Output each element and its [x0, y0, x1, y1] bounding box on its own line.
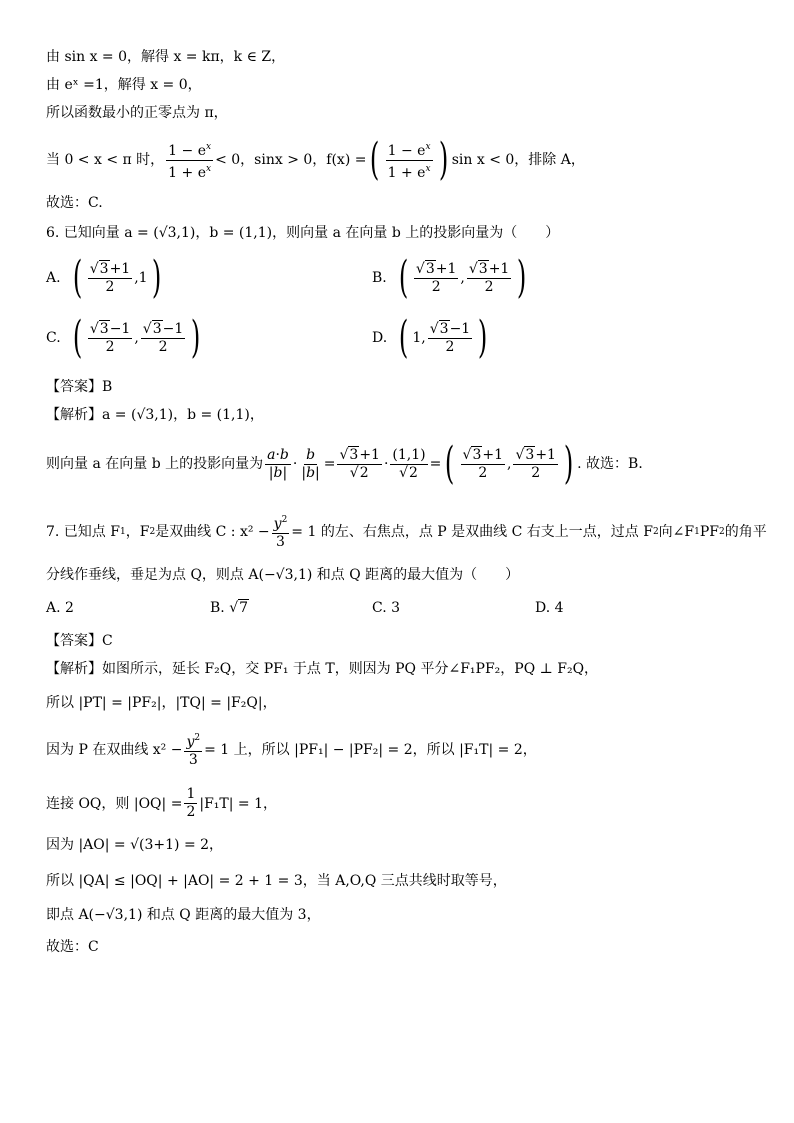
projection-fraction-3: $\frac{√3+1}{√2}$: [339, 446, 380, 481]
q7-option-a: A. 2: [46, 600, 74, 616]
analysis-3-fraction: $\frac{y^2}{3}$: [184, 730, 202, 769]
analysis-4-fraction: $\frac{1}{2}$: [186, 786, 196, 820]
projection-suffix: . 故选：B．: [577, 456, 653, 472]
q7-analysis-line-1: 【解析】如图所示，延长 F₂Q，交 PF₁ 于点 T，则因为 PQ 平分∠F₁PF₂，PQ ⊥ F₂Q，: [46, 661, 599, 677]
q7-option-d: D. 4: [535, 600, 564, 616]
fraction-numerator: 1 − e: [168, 142, 206, 159]
q7-answer: 【答案】C: [46, 633, 113, 649]
projection-result: ( $\frac{√3+1}{2}$ , $\frac{√3+1}{2}$ ): [445, 438, 574, 489]
q6-answer: 【答案】B: [46, 379, 113, 395]
q6-option-d: D. ( 1, $\frac{√3-1}{2}$ ): [372, 312, 488, 363]
solution-line-5: 故选：C.: [46, 195, 103, 211]
q7-fraction: $\frac{y^2}{3}$: [272, 512, 290, 551]
question-7-line-1: 7. 已知点 F 1 ，F 2 是双曲线 C : x² − $\frac{y^2}{3}$ = 1 的左、右焦点，点 P 是双曲线 C 右支上一点，过点 F 2 向∠F 1 PF 2 的角平: [46, 512, 767, 551]
option-label: D.: [372, 330, 388, 346]
analysis-4-prefix: 连接 OQ，则 |OQ| =: [46, 795, 183, 812]
option-label: C.: [46, 330, 61, 346]
option-label: B.: [372, 270, 387, 286]
fraction-numerator-2: 1 − e: [387, 142, 426, 159]
solution-line-2: 由 eˣ =1，解得 x = 0，: [46, 77, 202, 93]
q7-text-b: ，F: [125, 523, 150, 540]
q7-text-a: 7. 已知点 F: [46, 523, 120, 540]
projection-prefix: 则向量 a 在向量 b 上的投影向量为: [46, 456, 264, 472]
q7-text-e: 向∠F: [658, 523, 695, 540]
q7-text-f: PF: [699, 523, 719, 540]
option-label: A.: [46, 270, 61, 286]
option-label: B.: [210, 600, 225, 616]
q7-option-b: B. √7: [210, 600, 249, 616]
q6-analysis-line-1: 【解析】a = (√3,1)，b = (1,1)，: [46, 407, 264, 423]
question-6: 6. 已知向量 a = (√3,1)，b = (1,1)，则向量 a 在向量 b 上的投影向量为（ ）: [46, 225, 560, 241]
q7-analysis-line-7: 即点 A(−√3,1) 和点 Q 距离的最大值为 3，: [46, 907, 321, 923]
fraction-denominator: 1 + e: [168, 164, 206, 181]
q6-option-c: C. ( $\frac{√3-1}{2}$ , $\frac{√3-1}{2}$ ): [46, 312, 201, 363]
q7-analysis-line-3: [46, 730, 537, 769]
analysis-3-suffix: = 1 上，所以 |PF₁| − |PF₂| = 2，所以 |F₁T| = 2，: [204, 741, 537, 758]
q6-analysis-line-2: 则向量 a 在向量 b 上的投影向量为 $\frac{a\cdot b}{|b|}$ · $\frac{b}{|b|}$ = $\frac{√3+1}{√2}$ · $\frac{(1,1)}{√2}$ = ( $\frac{√3+1}{2}$ , $\frac{√3+1}{2}$ ) . 故选：B．: [46, 438, 653, 489]
question-7-line-2: 分线作垂线，垂足为点 Q，则点 A(−√3,1) 和点 Q 距离的最大值为（ ）: [46, 567, 520, 583]
q7-analysis-line-2: 所以 |PT| = |PF₂|，|TQ| = |F₂Q|，: [46, 695, 277, 711]
q6-option-a: A. ( $\frac{√3+1}{2}$ ,1 ): [46, 252, 161, 303]
option-b-value: 7: [239, 600, 249, 616]
projection-fraction-2: $\frac{b}{|b|}$: [301, 446, 320, 481]
fraction-denominator-2: 1 + e: [387, 164, 426, 181]
solution-line-4: [46, 134, 585, 185]
projection-fraction-1: $\frac{a\cdot b}{|b|}$: [267, 446, 289, 481]
solution-line-1: 由 sin x = 0，解得 x = kπ，k ∈ Z，: [46, 49, 286, 65]
q7-analysis-line-8: 故选：C: [46, 939, 99, 955]
line4-middle: < 0，sinx > 0，f(x) =: [215, 152, 367, 168]
q7-text-d: = 1 的左、右焦点，点 P 是双曲线 C 右支上一点，过点 F: [291, 523, 653, 540]
analysis-3-prefix: 因为 P 在双曲线 x² −: [46, 741, 183, 758]
q7-text-c: 是双曲线 C : x² −: [155, 523, 270, 540]
q7-option-c: C. 3: [372, 600, 401, 616]
q7-analysis-line-4: [46, 786, 277, 821]
q7-analysis-line-5: 因为 |AO| = √(3+1) = 2，: [46, 837, 224, 853]
q6-option-b: B. ( $\frac{√3+1}{2}$ , $\frac{√3+1}{2}$ ): [372, 252, 527, 303]
line4-suffix: sin x < 0，排除 A，: [451, 152, 585, 168]
line4-prefix: 当 0 < x < π 时，: [46, 152, 165, 168]
fraction-1: $\frac{1 - e^x}{1 + e^x}$: [166, 139, 213, 182]
analysis-4-suffix: |F₁T| = 1，: [199, 795, 277, 812]
q7-analysis-line-6: 所以 |QA| ≤ |OQ| + |AO| = 2 + 1 = 3，当 A,O,Q 三点共线时取等号，: [46, 873, 507, 889]
q7-text-g: 的角平: [724, 523, 767, 540]
solution-line-3: 所以函数最小的正零点为 π，: [46, 105, 228, 121]
projection-fraction-4: $\frac{(1,1)}{√2}$: [392, 446, 426, 481]
paren-fraction: ( $\frac{1 - e^x}{1 + e^x}$ ): [370, 134, 448, 185]
